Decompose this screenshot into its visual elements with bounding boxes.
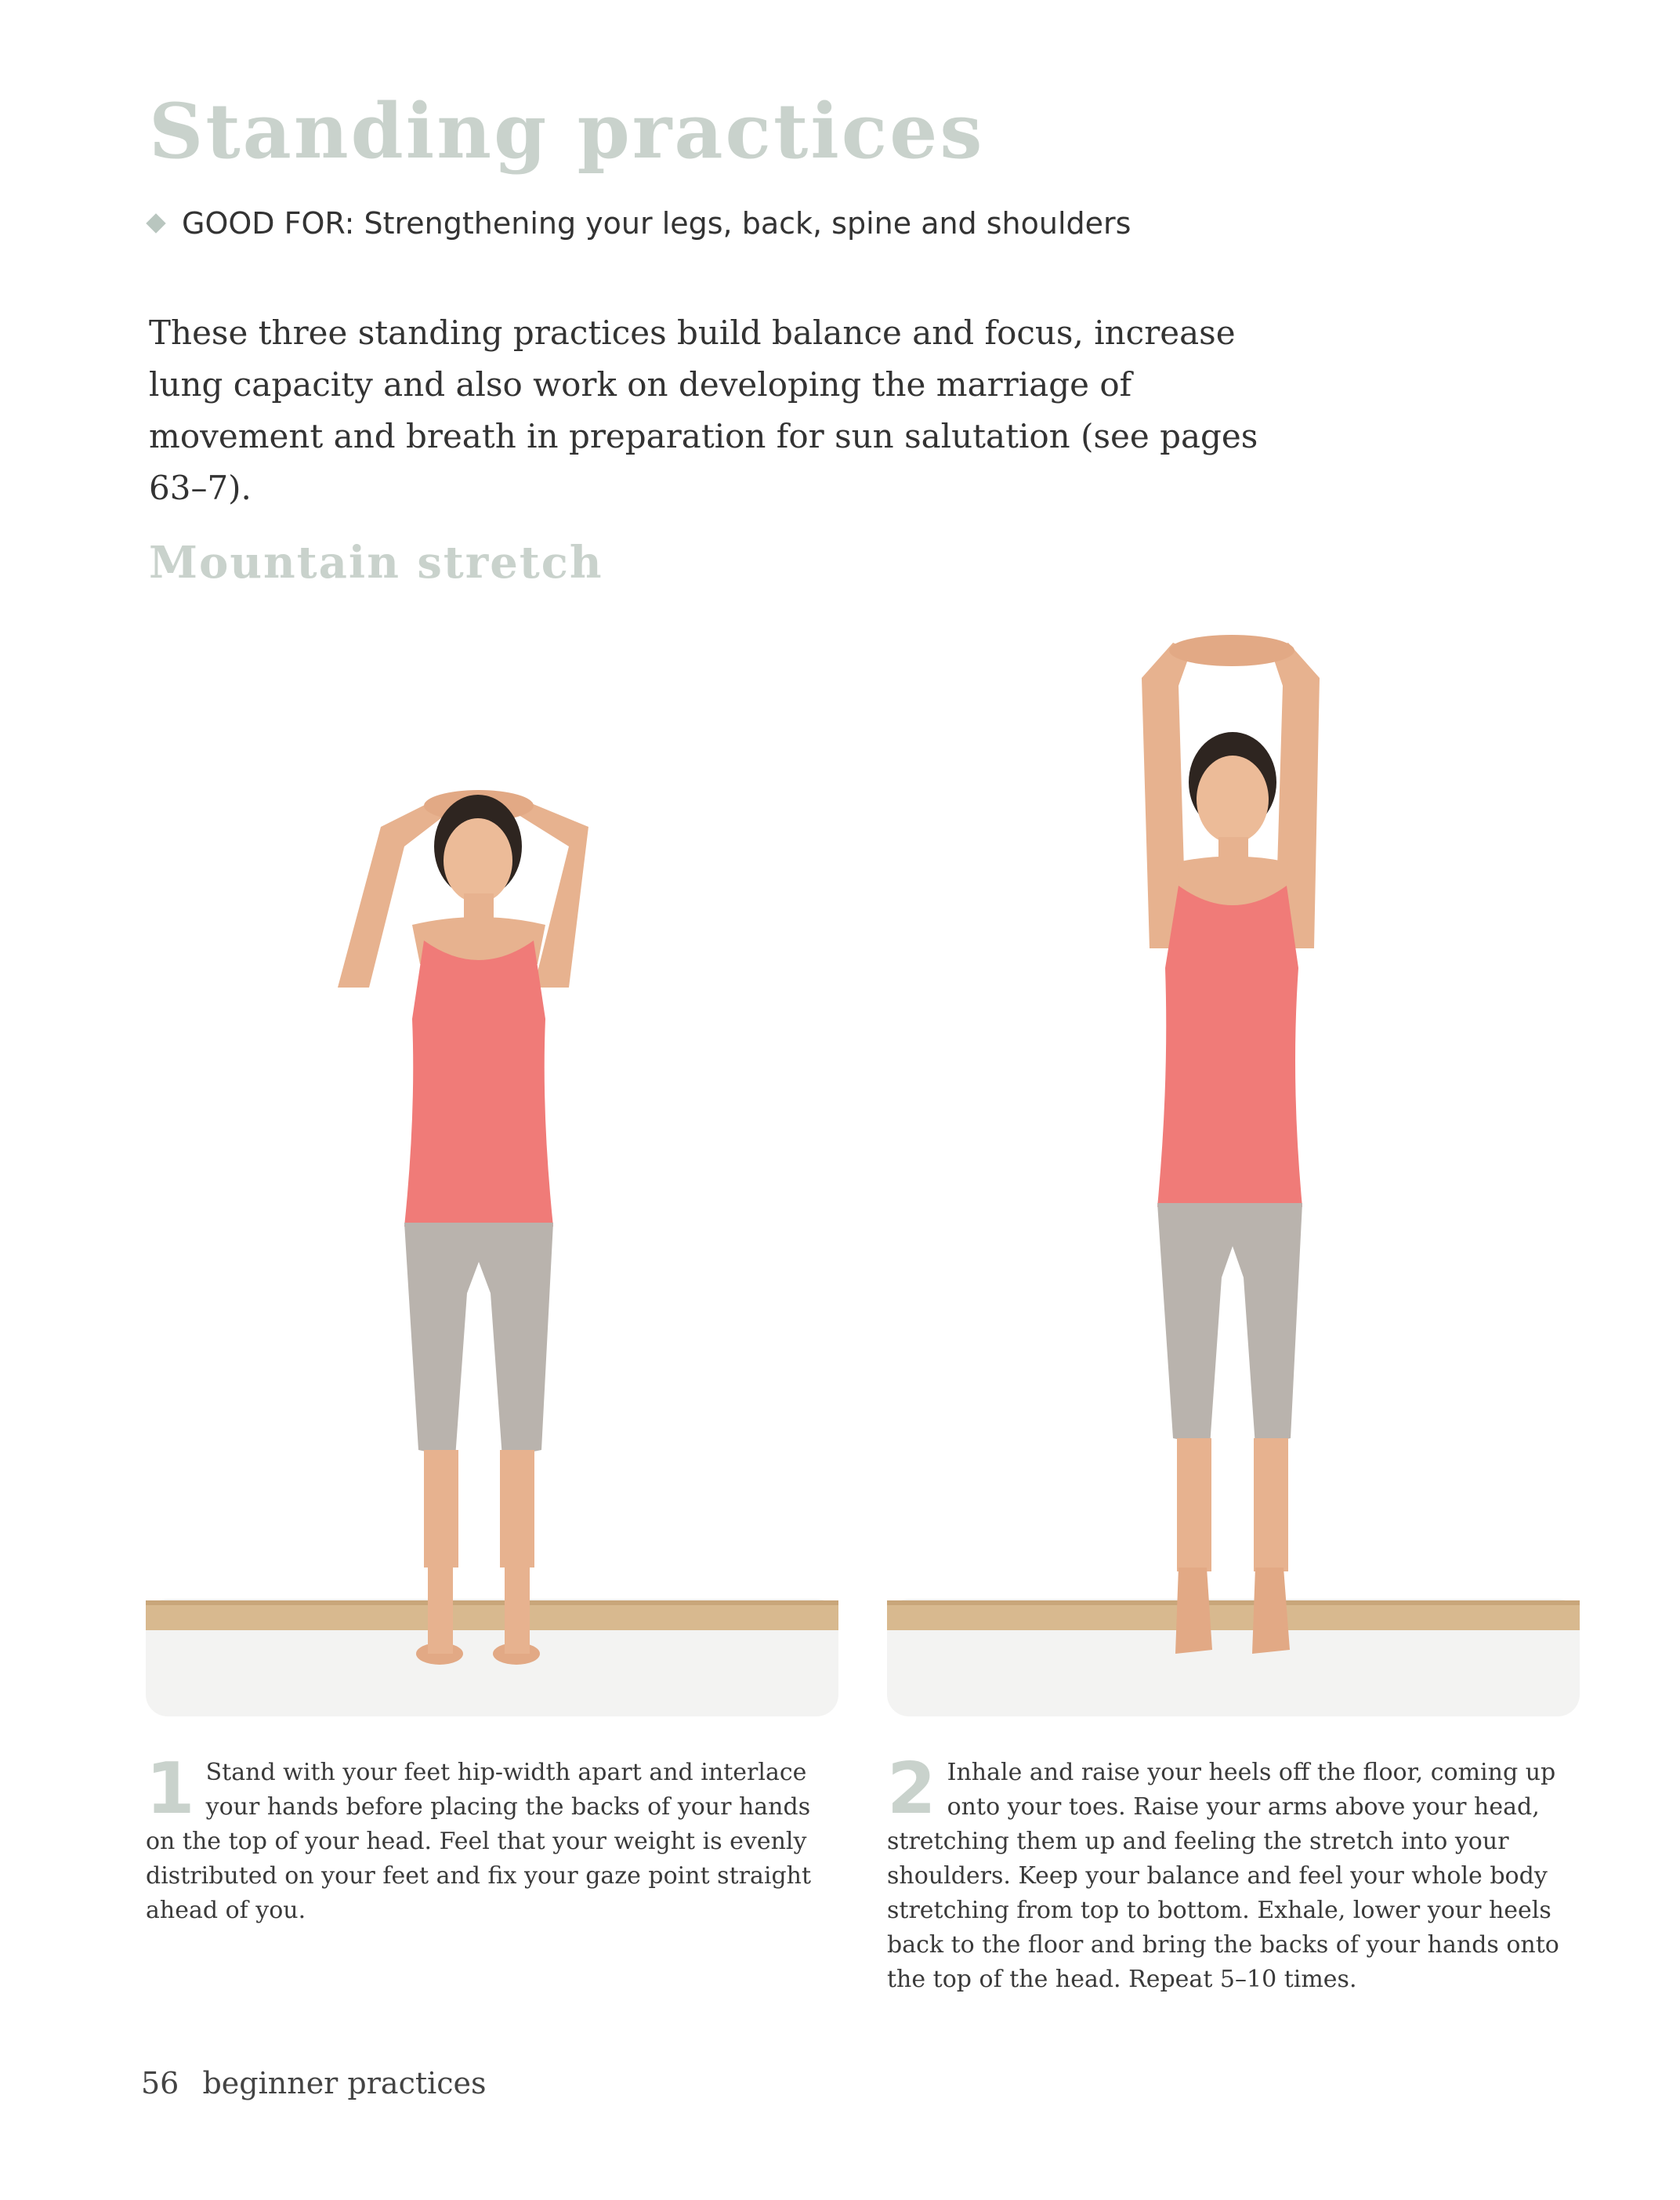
step-number: 2 xyxy=(887,1748,936,1830)
step-2 xyxy=(887,1748,1580,1997)
good-for-text: GOOD FOR: Strengthening your legs, back, spine and shoulders xyxy=(182,206,1131,241)
page-footer xyxy=(141,2066,487,2100)
step-number: 1 xyxy=(146,1748,195,1830)
section-title: Mountain stretch xyxy=(149,537,603,589)
running-section: beginner practices xyxy=(202,2066,487,2100)
intro-paragraph: These three standing practices build balance and focus, increase lung capacity and also work on developing the marriage of movement and breath in preparation for sun salutation (see pages 63–7). xyxy=(149,314,1258,507)
pose-photo-2 xyxy=(887,611,1580,1716)
pose-photo-1 xyxy=(146,611,838,1716)
step-text: Stand with your feet hip-width apart and interlace your hands before placing the backs of your hands on the top of your head. Feel that your weight is evenly distributed on your feet and fix your gaze point straight ahead of you. xyxy=(146,1759,812,1924)
page-title: Standing practices xyxy=(149,87,985,176)
good-for-line xyxy=(149,206,1131,241)
step-text: Inhale and raise your heels off the floor, coming up onto your toes. Raise your arms above your head, stretching them up and feeling the stretch into your shoulders. Keep your balance and feel your whole body stretching from top to bottom. Exhale, lower your heels back to the floor and bring the backs of your hands onto the top of the head. Repeat 5–10 times. xyxy=(887,1759,1559,1993)
diamond-bullet-icon xyxy=(146,213,165,233)
yoga-pose-hands-on-head-icon xyxy=(146,611,838,1716)
step-1 xyxy=(146,1748,838,1928)
yoga-pose-arms-raised-on-toes-icon xyxy=(887,611,1580,1716)
page-number: 56 xyxy=(141,2066,179,2100)
